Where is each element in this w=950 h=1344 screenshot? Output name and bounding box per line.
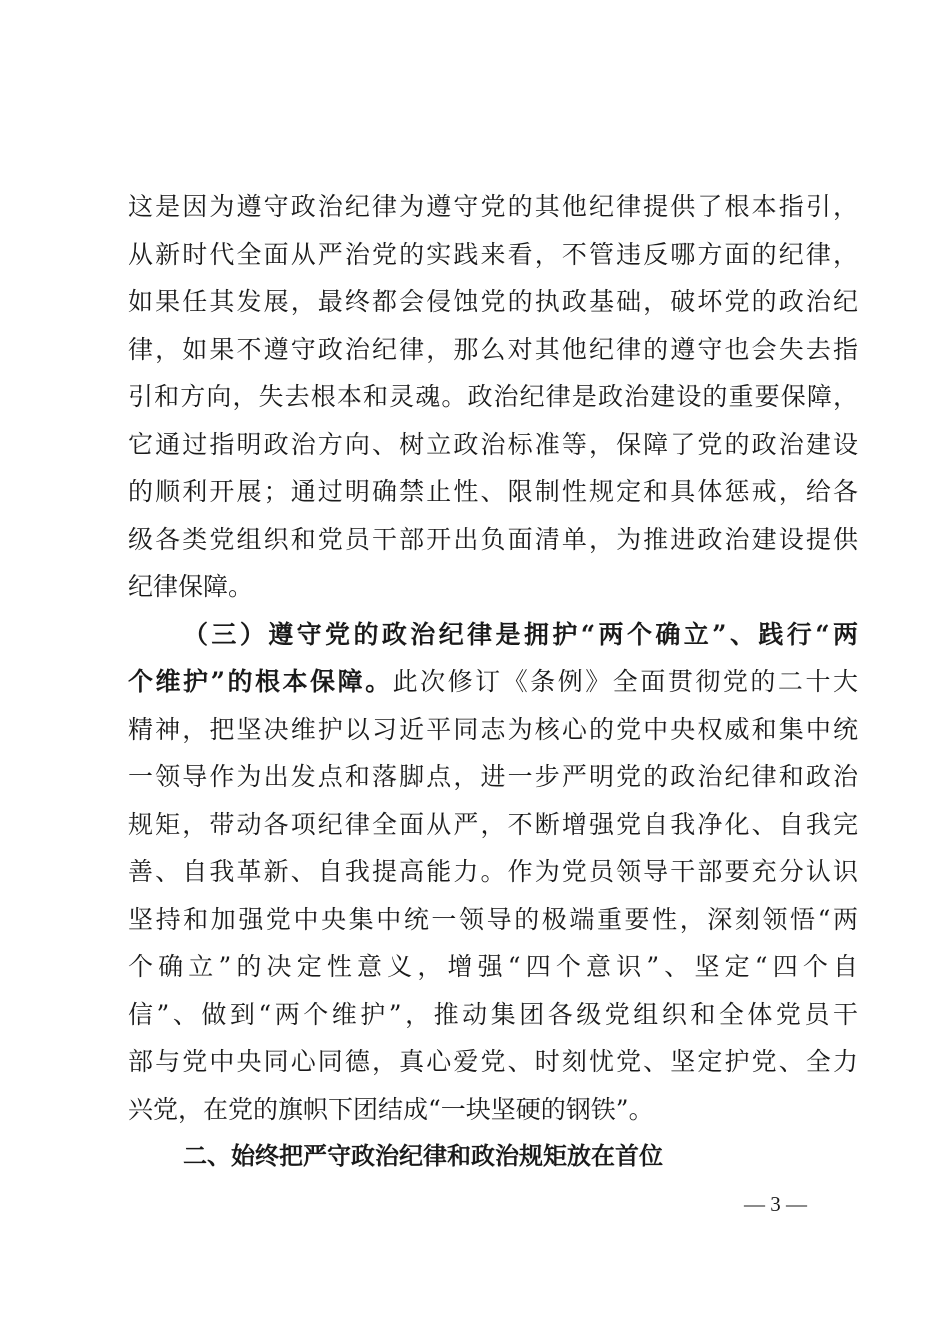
paragraph-2-line-6: 个确立”的决定性意义，增强“四个意识”、坚定“四个自: [128, 952, 859, 981]
paragraph-2-line-4: 善、自我革新、自我提高能力。作为党员领导干部要充分认识: [128, 857, 858, 886]
paragraph-2-line-2: 一领导作为出发点和落脚点，进一步严明党的政治纪律和政治: [128, 762, 858, 791]
paragraph-2-line-9: 兴党，在党的旗帜下团结成“一块坚硬的钢铁”。: [128, 1094, 654, 1124]
paragraph-1-line-1: 这是因为遵守政治纪律为遵守党的其他纪律提供了根本指引，: [128, 192, 858, 221]
paragraph-2-line-1: 精神，把坚决维护以习近平同志为核心的党中央权威和集中统: [128, 714, 858, 744]
paragraph-2-line-5: 坚持和加强党中央集中统一领导的极端重要性，深刻领悟“两: [128, 904, 858, 934]
paragraph-2-line-3: 规矩，带动各项纪律全面从严，不断增强党自我净化、自我完: [128, 809, 858, 839]
paragraph-2-line-8: 部与党中央同心同德，真心爱党、时刻忧党、坚定护党、全力: [128, 1047, 858, 1076]
section-3-title: （三）遵守党的政治纪律是拥护“两个确立”、践行“两: [183, 619, 858, 649]
paragraph-2-line-7: 信”、做到“两个维护”，推动集团各级党组织和全体党员干: [128, 999, 858, 1029]
paragraph-1-line-6: 它通过指明政治方向、树立政治标准等，保障了党的政治建设: [128, 429, 858, 459]
section-3-title-continued: 个维护”的根本保障。: [128, 667, 393, 696]
paragraph-1-line-2: 从新时代全面从严治党的实践来看，不管违反哪方面的纪律，: [128, 239, 858, 269]
paragraph-1-line-4: 律，如果不遵守政治纪律，那么对其他纪律的遵守也会失去指: [128, 334, 858, 364]
section-3-line-2: [128, 658, 858, 706]
paragraph-1-line-8: 级各类党组织和党员干部开出负面清单，为推进政治建设提供: [128, 524, 858, 554]
paragraph-1-line-5: 引和方向，失去根本和灵魂。政治纪律是政治建设的重要保障，: [128, 382, 858, 411]
paragraph-1-line-7: 的顺利开展；通过明确禁止性、限制性规定和具体惩戒，给各: [128, 477, 858, 506]
page-number: — 3 —: [744, 1192, 807, 1216]
section-3-line-2-text: 此次修订《条例》全面贯彻党的二十大: [392, 667, 858, 696]
paragraph-1-line-9: 纪律保障。: [128, 572, 254, 601]
document-body: [128, 183, 858, 1181]
section-heading-2: 二、始终把严守政治纪律和政治规矩放在首位: [183, 1142, 663, 1170]
paragraph-1-line-3: 如果任其发展，最终都会侵蚀党的执政基础，破坏党的政治纪: [128, 287, 858, 316]
